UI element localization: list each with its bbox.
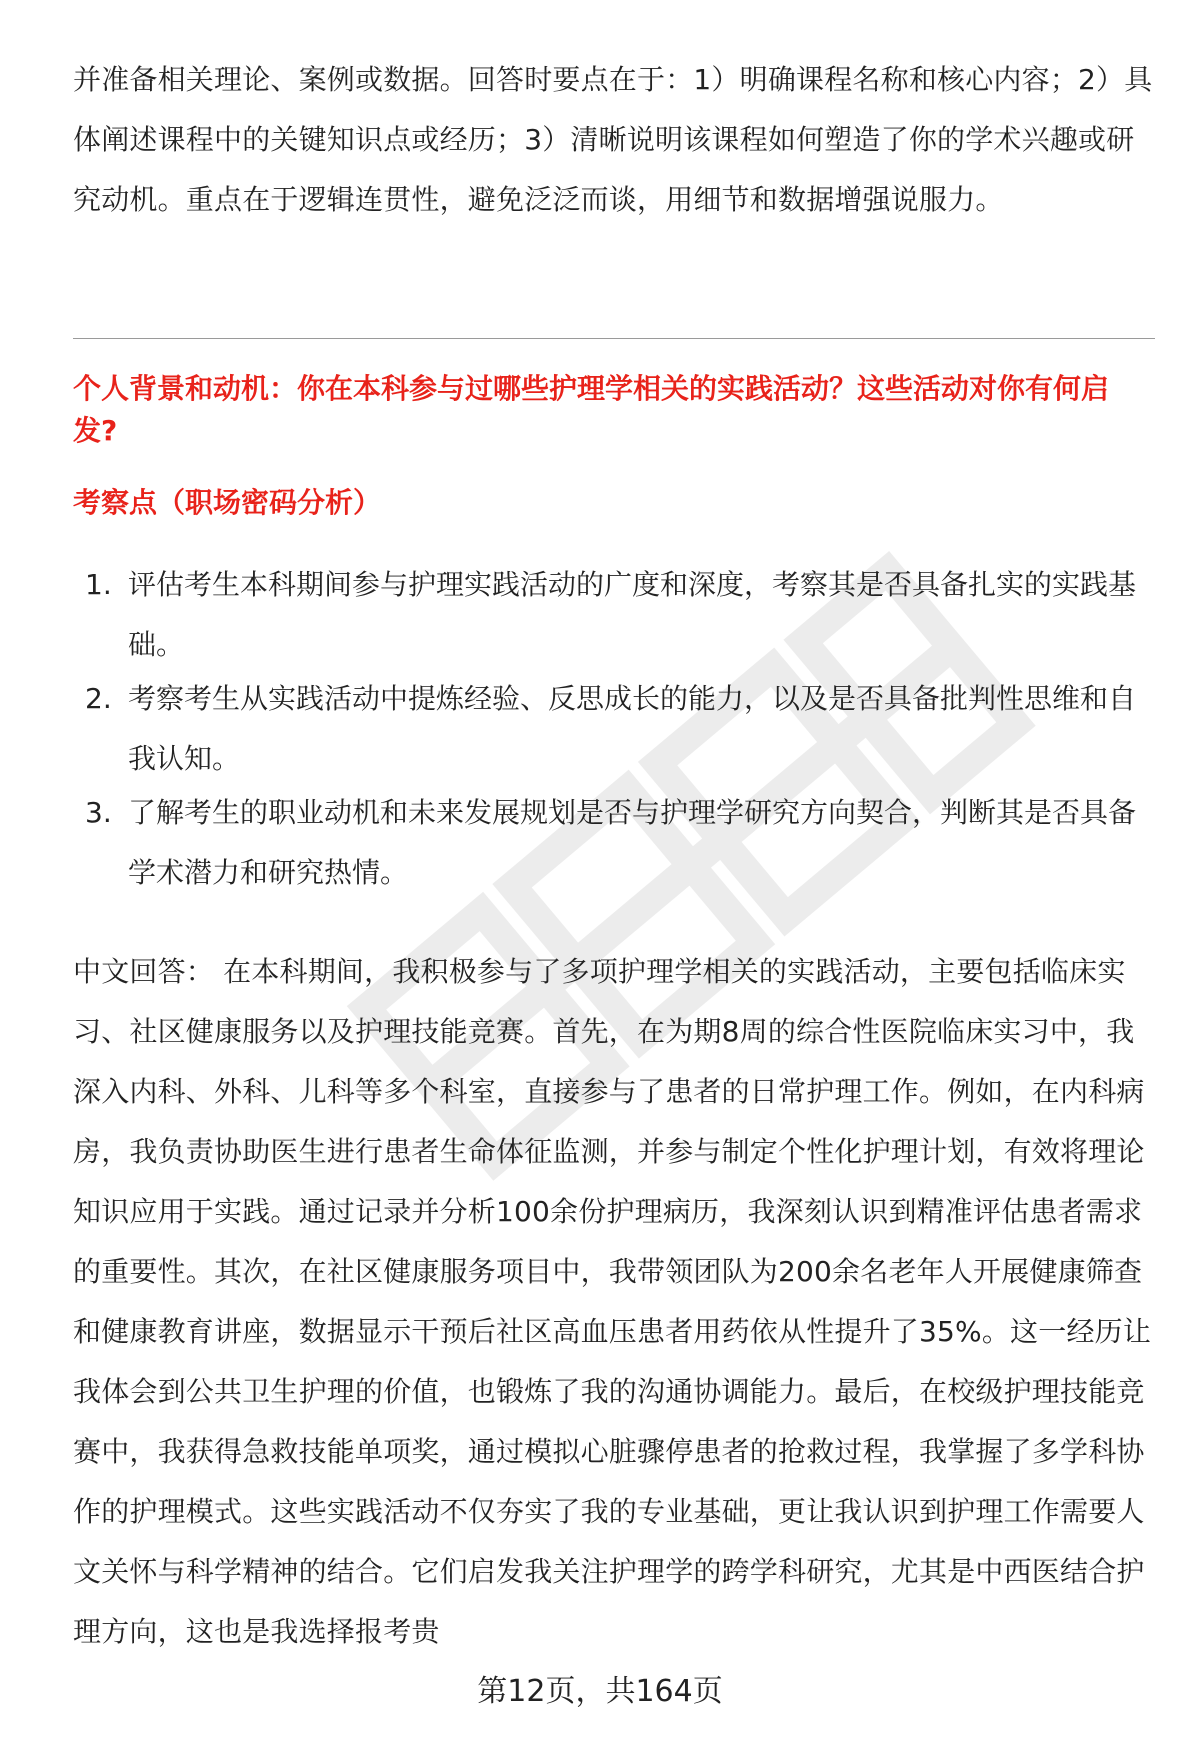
- section-divider: [73, 338, 1155, 339]
- list-item-number: 2.: [85, 682, 112, 715]
- list-item: [73, 783, 1155, 903]
- list-item-number: 1.: [85, 568, 112, 601]
- page-footer: 第12页，共164页: [477, 1674, 723, 1709]
- list-item-text: 评估考生本科期间参与护理实践活动的广度和深度，考察其是否具备扎实的实践基础。: [128, 568, 1137, 661]
- answer-label: 中文回答：: [73, 955, 215, 988]
- list-item: [73, 669, 1155, 789]
- list-item: [73, 555, 1155, 675]
- answer-text: 在本科期间，我积极参与了多项护理学相关的实践活动，主要包括临床实习、社区健康服务以及护理技能竞赛。首先，在为期8周的综合性医院临床实习中，我深入内科、外科、儿科等多个科室，直接参与了患者的日常护理工作。例如，在内科病房，我负责协助医生进行患者生命体征监测，并参与制定个性化护理计划，有效将理论知识应用于实践。通过记录并分析100余份护理病历，我深刻认识到精准评估患者需求的重要性。其次，在社区健康服务项目中，我带领团队为200余名老年人开展健康筛查和健康教育讲座，数据显示干预后社区高血压患者用药依从性提升了35%。这一经历让我体会到公共卫生护理的价值，也锻炼了我的沟通协调能力。最后，在校级护理技能竞赛中，我获得急救技能单项奖，通过模拟心脏骤停患者的抢救过程，我掌握了多学科协作的护理模式。这些实践活动不仅夯实了我的专业基础，更让我认识到护理工作需要人文关怀与科学精神的结合。它们启发我关注护理学的跨学科研究，尤其是中西医结合护理方向，这也是我选择报考贵: [73, 955, 1152, 1648]
- analysis-list: [73, 555, 1155, 903]
- list-item-number: 3.: [85, 796, 112, 829]
- list-item-text: 考察考生从实践活动中提炼经验、反思成长的能力，以及是否具备批判性思维和自我认知。: [128, 682, 1137, 775]
- analysis-heading: 考察点（职场密码分析）: [73, 486, 382, 519]
- intro-paragraph: 并准备相关理论、案例或数据。回答时要点在于：1）明确课程名称和核心内容；2）具体阐述课程中的关键知识点或经历；3）清晰说明该课程如何塑造了你的学术兴趣或研究动机。重点在于逻辑连贯性，避免泛泛而谈，用细节和数据增强说服力。: [73, 63, 1153, 216]
- question-heading: 个人背景和动机：你在本科参与过哪些护理学相关的实践活动？这些活动对你有何启发?: [73, 372, 1110, 447]
- list-item-text: 了解考生的职业动机和未来发展规划是否与护理学研究方向契合，判断其是否具备学术潜力和研究热情。: [128, 796, 1137, 889]
- answer-paragraph: [73, 942, 1153, 1662]
